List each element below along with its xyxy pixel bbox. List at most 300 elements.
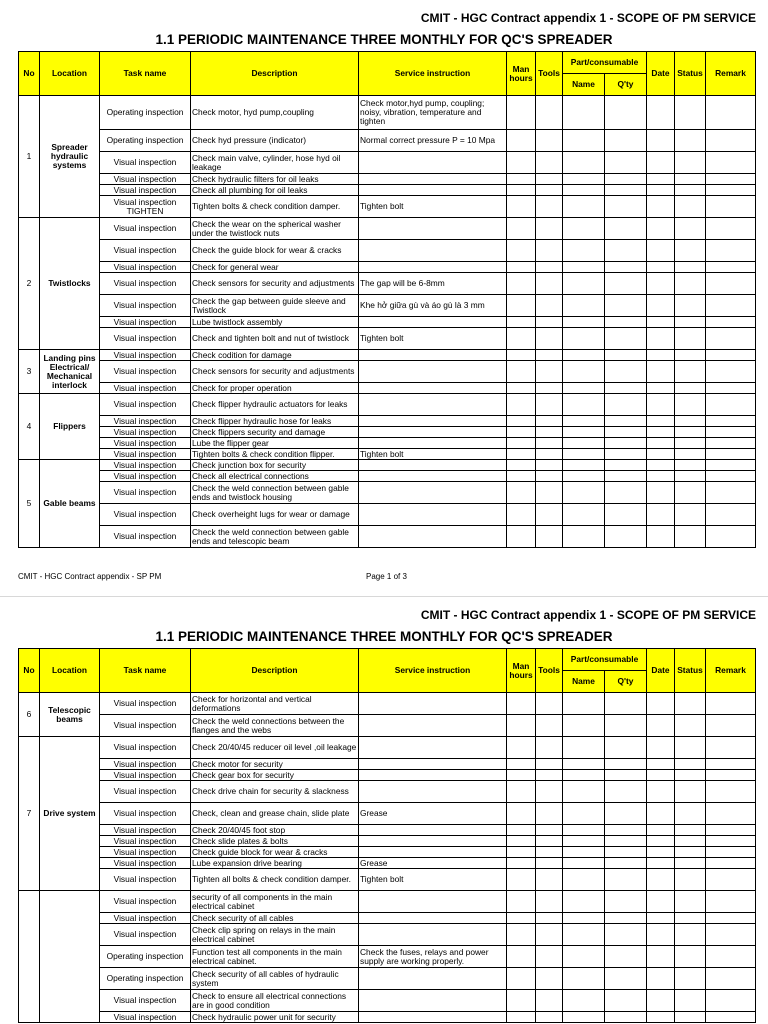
date-cell [647,130,675,152]
part-qty-cell [605,196,647,218]
description-cell: Check guide block for wear & cracks [191,847,359,858]
remark-cell [706,526,756,548]
tools-cell [536,460,563,471]
task-name-cell: Visual inspection [100,803,191,825]
date-cell [647,471,675,482]
status-cell [675,350,706,361]
remark-cell [706,449,756,460]
status-cell [675,449,706,460]
task-name-cell: Visual inspection [100,383,191,394]
maintenance-table [18,51,756,548]
status-cell [675,152,706,174]
task-name-cell: Visual inspection TIGHTEN [100,196,191,218]
document-header: CMIT - HGC Contract appendix 1 - SCOPE OF PM SERVICE [420,11,756,25]
location-cell: Flippers [40,394,100,460]
status-cell [675,737,706,759]
remark-cell [706,295,756,317]
tools-cell [536,427,563,438]
part-qty-cell [605,218,647,240]
status-cell [675,471,706,482]
service-instruction-cell [359,383,507,394]
table-row [19,825,756,836]
man-hours-cell [507,427,536,438]
remark-cell [706,759,756,770]
part-name-cell [563,759,605,770]
description-cell: Check security of all cables of hydraulic system [191,968,359,990]
part-name-cell [563,924,605,946]
part-qty-cell [605,891,647,913]
service-instruction-cell [359,350,507,361]
status-cell [675,990,706,1012]
service-instruction-cell [359,262,507,273]
description-cell: Check for proper operation [191,383,359,394]
task-name-cell: Visual inspection [100,482,191,504]
tools-cell [536,693,563,715]
status-cell [675,130,706,152]
man-hours-cell [507,482,536,504]
table-row [19,913,756,924]
part-qty-cell [605,427,647,438]
task-name-cell: Visual inspection [100,1012,191,1023]
table-row [19,317,756,328]
remark-cell [706,350,756,361]
part-qty-cell [605,946,647,968]
col-part-qty: Q'ty [605,671,647,693]
row-number [19,891,40,1023]
remark-cell [706,262,756,273]
part-qty-cell [605,152,647,174]
man-hours-cell [507,96,536,130]
document-header: CMIT - HGC Contract appendix 1 - SCOPE OF PM SERVICE [420,608,756,622]
man-hours-cell [507,438,536,449]
status-cell [675,416,706,427]
tools-cell [536,968,563,990]
remark-cell [706,96,756,130]
date-cell [647,715,675,737]
table-row [19,262,756,273]
status-cell [675,968,706,990]
part-qty-cell [605,438,647,449]
tools-cell [536,803,563,825]
col-tools: Tools [536,649,563,693]
status-cell [675,317,706,328]
part-name-cell [563,96,605,130]
tools-cell [536,174,563,185]
date-cell [647,449,675,460]
remark-cell [706,482,756,504]
remark-cell [706,394,756,416]
man-hours-cell [507,913,536,924]
description-cell: Check main valve, cylinder, hose hyd oil leakage [191,152,359,174]
part-name-cell [563,361,605,383]
status-cell [675,482,706,504]
table-row [19,891,756,913]
description-cell: Lube the flipper gear [191,438,359,449]
tools-cell [536,836,563,847]
status-cell [675,295,706,317]
date-cell [647,858,675,869]
tools-cell [536,328,563,350]
part-qty-cell [605,460,647,471]
part-name-cell [563,394,605,416]
description-cell: Check the gap between guide sleeve and Twistlock [191,295,359,317]
remark-cell [706,328,756,350]
section-title: 1.1 PERIODIC MAINTENANCE THREE MONTHLY FOR QC'S SPREADER [155,629,613,644]
task-name-cell: Visual inspection [100,891,191,913]
tools-cell [536,737,563,759]
description-cell: Lube expansion drive bearing [191,858,359,869]
tools-cell [536,218,563,240]
part-name-cell [563,438,605,449]
man-hours-cell [507,449,536,460]
table-row [19,858,756,869]
man-hours-cell [507,847,536,858]
task-name-cell: Operating inspection [100,946,191,968]
remark-cell [706,416,756,427]
status-cell [675,196,706,218]
col-remark: Remark [706,52,756,96]
remark-cell [706,1012,756,1023]
location-cell [40,891,100,1023]
tools-cell [536,273,563,295]
status-cell [675,770,706,781]
row-number: 2 [19,218,40,350]
service-instruction-cell [359,174,507,185]
part-name-cell [563,262,605,273]
service-instruction-cell [359,781,507,803]
task-name-cell: Visual inspection [100,471,191,482]
service-instruction-cell [359,715,507,737]
part-qty-cell [605,328,647,350]
col-man-hours: Man hours [507,52,536,96]
tools-cell [536,438,563,449]
part-qty-cell [605,416,647,427]
man-hours-cell [507,737,536,759]
remark-cell [706,317,756,328]
date-cell [647,383,675,394]
date-cell [647,196,675,218]
task-name-cell: Visual inspection [100,394,191,416]
part-name-cell [563,825,605,836]
part-qty-cell [605,394,647,416]
part-name-cell [563,847,605,858]
remark-cell [706,240,756,262]
table-row [19,130,756,152]
status-cell [675,240,706,262]
table-row [19,924,756,946]
date-cell [647,427,675,438]
task-name-cell: Visual inspection [100,737,191,759]
table-row [19,196,756,218]
tools-cell [536,715,563,737]
description-cell: Check slide plates & bolts [191,836,359,847]
task-name-cell: Visual inspection [100,361,191,383]
part-name-cell [563,891,605,913]
task-name-cell: Visual inspection [100,847,191,858]
man-hours-cell [507,924,536,946]
service-instruction-cell [359,770,507,781]
description-cell: Check gear box for security [191,770,359,781]
service-instruction-cell: Tighten bolt [359,449,507,460]
status-cell [675,847,706,858]
remark-cell [706,383,756,394]
tools-cell [536,383,563,394]
service-instruction-cell [359,416,507,427]
col-no: No [19,649,40,693]
tools-cell [536,825,563,836]
table-row [19,185,756,196]
man-hours-cell [507,946,536,968]
status-cell [675,858,706,869]
remark-cell [706,858,756,869]
man-hours-cell [507,1012,536,1023]
table-row [19,1012,756,1023]
service-instruction-cell [359,361,507,383]
status-cell [675,96,706,130]
date-cell [647,968,675,990]
remark-cell [706,891,756,913]
part-name-cell [563,383,605,394]
description-cell: Check the guide block for wear & cracks [191,240,359,262]
tools-cell [536,858,563,869]
man-hours-cell [507,770,536,781]
task-name-cell: Visual inspection [100,240,191,262]
tools-cell [536,240,563,262]
man-hours-cell [507,317,536,328]
table-row [19,152,756,174]
part-name-cell [563,416,605,427]
date-cell [647,317,675,328]
man-hours-cell [507,715,536,737]
description-cell: Check hyd pressure (indicator) [191,130,359,152]
tools-cell [536,185,563,196]
part-qty-cell [605,715,647,737]
table-row [19,847,756,858]
table-row [19,946,756,968]
col-man-hours: Man hours [507,649,536,693]
man-hours-cell [507,185,536,196]
date-cell [647,737,675,759]
man-hours-cell [507,825,536,836]
status-cell [675,185,706,196]
col-part-name: Name [563,671,605,693]
part-name-cell [563,781,605,803]
part-qty-cell [605,96,647,130]
tools-cell [536,869,563,891]
date-cell [647,262,675,273]
service-instruction-cell [359,482,507,504]
tools-cell [536,262,563,273]
remark-cell [706,693,756,715]
tools-cell [536,449,563,460]
date-cell [647,350,675,361]
service-instruction-cell: Check motor,hyd pump, coupling; noisy, vibration, temperature and tighten [359,96,507,130]
service-instruction-cell [359,504,507,526]
part-qty-cell [605,295,647,317]
man-hours-cell [507,196,536,218]
part-name-cell [563,240,605,262]
description-cell: Check all plumbing for oil leaks [191,185,359,196]
task-name-cell: Visual inspection [100,350,191,361]
part-qty-cell [605,240,647,262]
man-hours-cell [507,693,536,715]
col-remark: Remark [706,649,756,693]
description-cell: Check flipper hydraulic actuators for leaks [191,394,359,416]
table-row [19,526,756,548]
status-cell [675,803,706,825]
man-hours-cell [507,869,536,891]
part-name-cell [563,273,605,295]
tools-cell [536,946,563,968]
task-name-cell: Visual inspection [100,781,191,803]
task-name-cell: Visual inspection [100,693,191,715]
part-qty-cell [605,759,647,770]
man-hours-cell [507,968,536,990]
tools-cell [536,361,563,383]
remark-cell [706,471,756,482]
col-status: Status [675,649,706,693]
col-part-consumable: Part/consumable [563,52,647,74]
remark-cell [706,803,756,825]
table-row [19,416,756,427]
part-qty-cell [605,504,647,526]
description-cell: Check flippers security and damage [191,427,359,438]
status-cell [675,438,706,449]
table-row [19,781,756,803]
part-qty-cell [605,836,647,847]
service-instruction-cell [359,185,507,196]
row-number: 1 [19,96,40,218]
description-cell: Check 20/40/45 foot stop [191,825,359,836]
part-name-cell [563,174,605,185]
part-name-cell [563,836,605,847]
status-cell [675,913,706,924]
man-hours-cell [507,240,536,262]
task-name-cell: Visual inspection [100,174,191,185]
part-name-cell [563,196,605,218]
description-cell: Check, clean and grease chain, slide plate [191,803,359,825]
description-cell: Tighten bolts & check condition flipper. [191,449,359,460]
status-cell [675,361,706,383]
man-hours-cell [507,394,536,416]
table-row [19,350,756,361]
part-qty-cell [605,770,647,781]
description-cell: Function test all components in the main electrical cabinet. [191,946,359,968]
table-row [19,737,756,759]
task-name-cell: Visual inspection [100,218,191,240]
date-cell [647,759,675,770]
tools-cell [536,350,563,361]
service-instruction-cell: Tighten bolt [359,869,507,891]
status-cell [675,715,706,737]
table-row [19,715,756,737]
tools-cell [536,394,563,416]
date-cell [647,803,675,825]
remark-cell [706,504,756,526]
man-hours-cell [507,471,536,482]
service-instruction-cell [359,847,507,858]
man-hours-cell [507,759,536,770]
service-instruction-cell [359,836,507,847]
part-name-cell [563,715,605,737]
status-cell [675,759,706,770]
maintenance-table [18,648,756,1023]
part-qty-cell [605,737,647,759]
task-name-cell: Visual inspection [100,715,191,737]
service-instruction-cell [359,891,507,913]
date-cell [647,416,675,427]
part-name-cell [563,482,605,504]
task-name-cell: Visual inspection [100,185,191,196]
service-instruction-cell [359,968,507,990]
part-name-cell [563,526,605,548]
part-qty-cell [605,913,647,924]
remark-cell [706,361,756,383]
part-name-cell [563,946,605,968]
table-row [19,96,756,130]
part-qty-cell [605,847,647,858]
part-name-cell [563,968,605,990]
tools-cell [536,913,563,924]
tools-cell [536,295,563,317]
part-name-cell [563,350,605,361]
tools-cell [536,504,563,526]
table-row [19,471,756,482]
service-instruction-cell [359,394,507,416]
part-name-cell [563,317,605,328]
date-cell [647,361,675,383]
description-cell: Lube twistlock assembly [191,317,359,328]
task-name-cell: Visual inspection [100,328,191,350]
task-name-cell: Visual inspection [100,295,191,317]
table-row [19,968,756,990]
status-cell [675,836,706,847]
table-row [19,295,756,317]
part-name-cell [563,990,605,1012]
part-qty-cell [605,273,647,295]
remark-cell [706,990,756,1012]
col-description: Description [191,649,359,693]
location-cell: Spreader hydraulic systems [40,96,100,218]
remark-cell [706,273,756,295]
table-body [19,96,756,548]
table-row [19,438,756,449]
part-qty-cell [605,869,647,891]
service-instruction-cell [359,460,507,471]
remark-cell [706,825,756,836]
part-name-cell [563,328,605,350]
date-cell [647,460,675,471]
man-hours-cell [507,295,536,317]
description-cell: Check all electrical connections [191,471,359,482]
description-cell: Check drive chain for security & slackness [191,781,359,803]
location-cell: Landing pins Electrical/ Mechanical interlock [40,350,100,394]
date-cell [647,174,675,185]
part-qty-cell [605,803,647,825]
status-cell [675,946,706,968]
part-name-cell [563,869,605,891]
footer-page-number: Page 1 of 3 [366,572,407,581]
table-row [19,482,756,504]
col-location: Location [40,52,100,96]
man-hours-cell [507,273,536,295]
row-number: 5 [19,460,40,548]
date-cell [647,152,675,174]
date-cell [647,924,675,946]
tools-cell [536,770,563,781]
part-name-cell [563,449,605,460]
part-qty-cell [605,449,647,460]
